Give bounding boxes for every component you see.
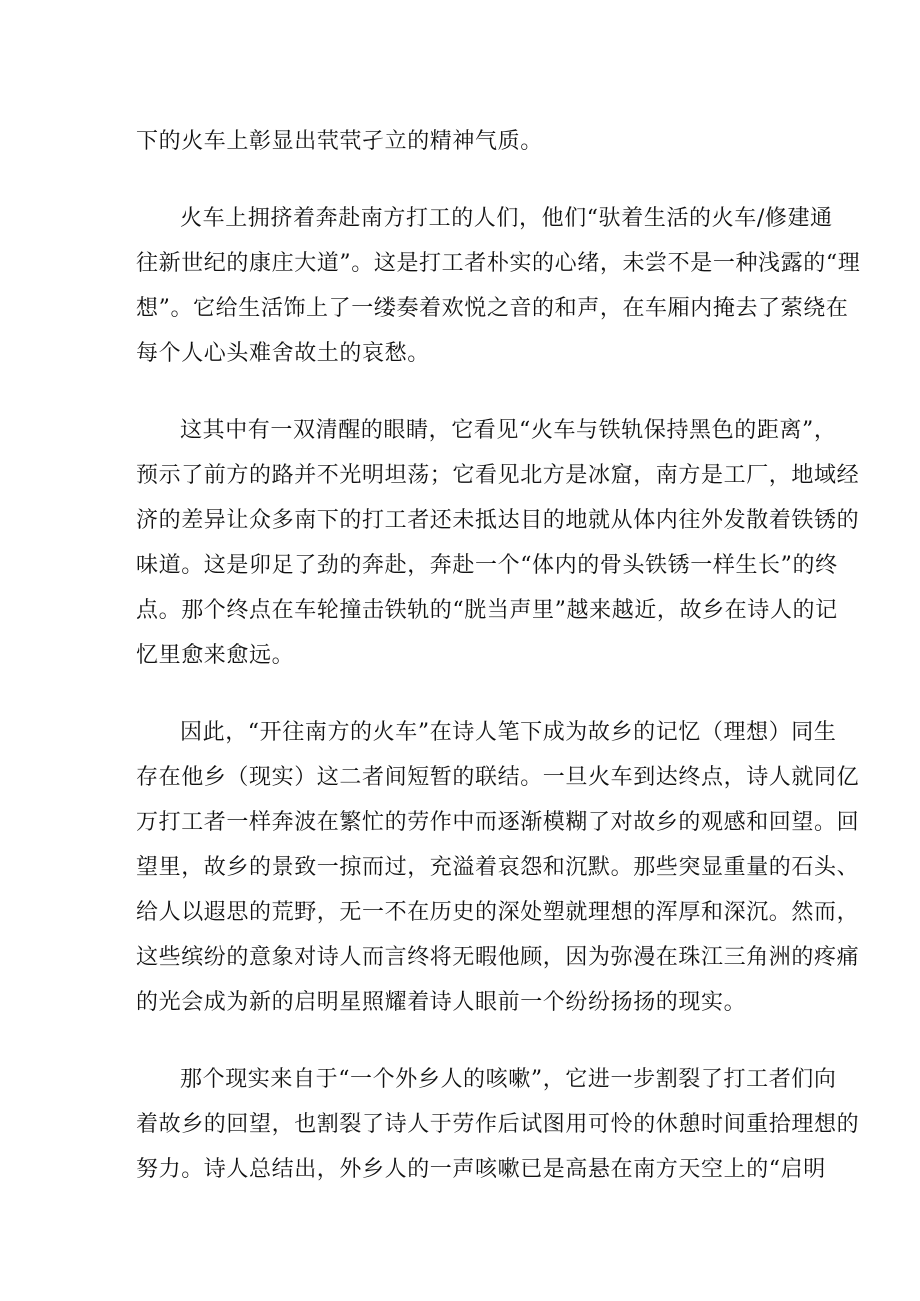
- text-line: 那个现实来自于“一个外乡人的咳嗽”，它进一步割裂了打工者们向: [180, 1067, 837, 1092]
- paragraph-5: [136, 1057, 860, 1192]
- text-line: 预示了前方的路并不光明坦荡；它看见北方是冰窟，南方是工厂，地域经: [136, 463, 860, 488]
- text-line: 味道。这是卯足了劲的奔赴，奔赴一个“体内的骨头铁锈一样生长”的终: [136, 553, 838, 578]
- text-line: 这其中有一双清醒的眼睛，它看见“火车与铁轨保持黑色的距离”，: [180, 418, 837, 443]
- text-line: 万打工者一样奔波在繁忙的劳作中而逐渐模糊了对故乡的观感和回望。回: [136, 810, 860, 835]
- article-body: [136, 119, 861, 1192]
- text-line: 忆里愈来愈远。: [136, 643, 295, 668]
- text-line: 往新世纪的康庄大道”。这是打工者朴实的心绪，未尝不是一种浅露的“理: [136, 251, 861, 276]
- text-line: 每个人心头难舍故土的哀愁。: [136, 341, 430, 366]
- text-line: 望里，故乡的景致一掠而过，充溢着哀怨和沉默。那些突显重量的石头、: [136, 855, 860, 880]
- text-line: 这些缤纷的意象对诗人而言终将无暇他顾，因为弥漫在珠江三角洲的疼痛: [136, 945, 860, 970]
- text-line: 因此，“开往南方的火车”在诗人笔下成为故乡的记忆（理想）同生: [180, 720, 837, 745]
- text-line: 的光会成为新的启明星照耀着诗人眼前一个纷纷扬扬的现实。: [136, 990, 747, 1015]
- paragraph-2: [136, 196, 861, 376]
- text-line: 火车上拥挤着奔赴南方打工的人们，他们“驮着生活的火车/修建通: [180, 206, 833, 231]
- text-line: 努力。诗人总结出，外乡人的一声咳嗽已是高悬在南方天空上的“启明: [136, 1157, 826, 1182]
- paragraph-4: [136, 710, 860, 1025]
- text-line: 存在他乡（现实）这二者间短暂的联结。一旦火车到达终点，诗人就同亿: [136, 765, 860, 790]
- paragraph-1: [136, 119, 786, 164]
- paragraph-3: [136, 408, 860, 678]
- text-line: 着故乡的回望，也割裂了诗人于劳作后试图用可怜的休憩时间重拾理想的: [136, 1112, 860, 1137]
- text-line: 点。那个终点在车轮撞击铁轨的“胱当声里”越来越近，故乡在诗人的记: [136, 598, 838, 623]
- text-line: 给人以遐思的荒野，无一不在历史的深处塑就理想的浑厚和深沉。然而，: [136, 900, 860, 925]
- text-line: 下的火车上彰显出茕茕孑立的精神气质。: [136, 129, 543, 154]
- text-line: 想”。它给生活饰上了一缕奏着欢悦之音的和声，在车厢内掩去了萦绕在: [136, 296, 849, 321]
- text-line: 济的差异让众多南下的打工者还未抵达目的地就从体内往外发散着铁锈的: [136, 508, 860, 533]
